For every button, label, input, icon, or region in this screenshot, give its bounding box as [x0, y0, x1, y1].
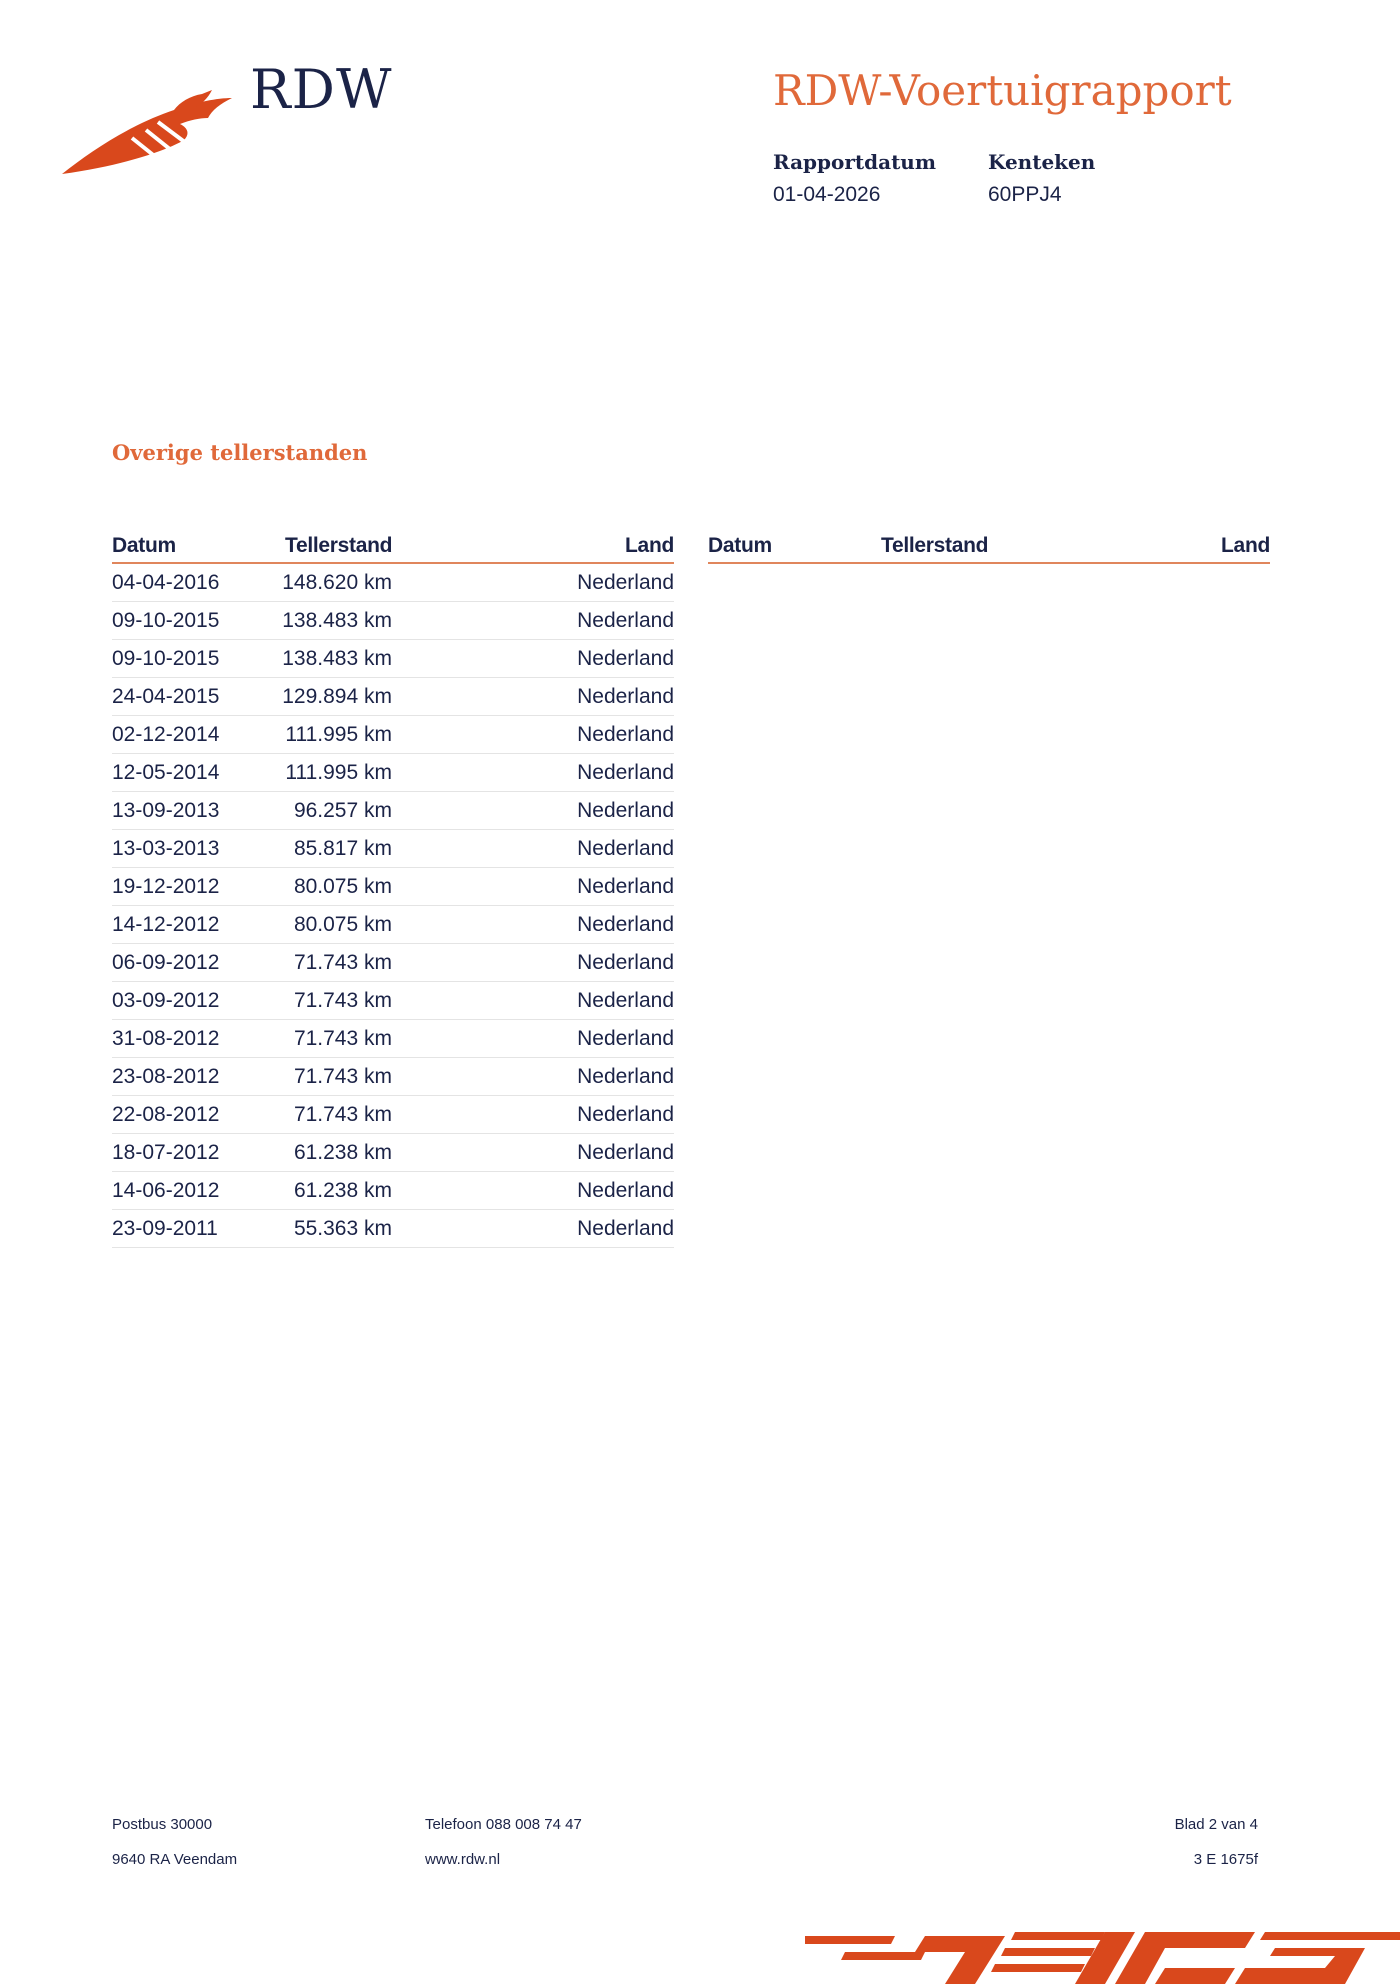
table-row — [112, 944, 674, 982]
table-row — [112, 906, 674, 944]
cell-country: Nederland — [577, 609, 674, 632]
cell-odometer: 96.257 km — [293, 799, 392, 822]
column-header-odometer: Tellerstand — [285, 534, 393, 557]
table-header — [708, 534, 1270, 564]
table-row — [112, 830, 674, 868]
column-header-country: Land — [625, 534, 674, 557]
cell-date: 23-08-2012 — [112, 1065, 220, 1088]
plate-value: 60PPJ4 — [988, 183, 1062, 206]
cell-odometer: 71.743 km — [293, 1065, 392, 1088]
section-title: Overige tellerstanden — [112, 440, 368, 465]
cell-country: Nederland — [577, 571, 674, 594]
table-row — [112, 1058, 674, 1096]
table-row — [112, 716, 674, 754]
cell-odometer: 111.995 km — [285, 723, 392, 746]
odometer-table-left — [112, 534, 674, 1248]
cell-odometer: 80.075 km — [293, 913, 392, 936]
cell-odometer: 129.894 km — [282, 685, 392, 708]
report-date-value: 01-04-2026 — [773, 183, 881, 206]
cell-odometer: 138.483 km — [282, 609, 392, 632]
cell-country: Nederland — [577, 875, 674, 898]
cell-odometer: 61.238 km — [293, 1141, 392, 1164]
cell-country: Nederland — [577, 761, 674, 784]
cell-date: 02-12-2014 — [112, 723, 220, 746]
table-row — [112, 640, 674, 678]
cell-odometer: 148.620 km — [282, 571, 392, 594]
table-row — [112, 754, 674, 792]
cell-date: 31-08-2012 — [112, 1027, 220, 1050]
cell-country: Nederland — [577, 647, 674, 670]
cell-date: 14-06-2012 — [112, 1179, 220, 1202]
cell-odometer: 71.743 km — [293, 1027, 392, 1050]
cell-date: 14-12-2012 — [112, 913, 220, 936]
footer-address-line1: Postbus 30000 — [112, 1816, 213, 1833]
cell-odometer: 61.238 km — [293, 1179, 392, 1202]
cell-country: Nederland — [577, 989, 674, 1012]
cell-date: 18-07-2012 — [112, 1141, 220, 1164]
report-title: RDW-Voertuigrapport — [773, 66, 1232, 115]
rdw-logo-text: RDW — [250, 58, 393, 121]
cell-date: 03-09-2012 — [112, 989, 220, 1012]
table-row — [112, 1020, 674, 1058]
cell-date: 22-08-2012 — [112, 1103, 220, 1126]
footer-page-number: Blad 2 van 4 — [1174, 1816, 1258, 1833]
cell-date: 19-12-2012 — [112, 875, 220, 898]
table-row — [112, 602, 674, 640]
footer-document-code: 3 E 1675f — [1193, 1851, 1258, 1868]
cell-country: Nederland — [577, 1065, 674, 1088]
odometer-table-right — [708, 534, 1270, 564]
table-row — [112, 1172, 674, 1210]
column-header-country: Land — [1221, 534, 1270, 557]
cell-date: 09-10-2015 — [112, 647, 220, 670]
table-row — [112, 1210, 674, 1248]
table-row — [112, 982, 674, 1020]
decorative-stripes-icon — [805, 1928, 1400, 1984]
cell-country: Nederland — [577, 1217, 674, 1240]
table-row — [112, 1096, 674, 1134]
cell-odometer: 111.995 km — [285, 761, 392, 784]
table-row — [112, 564, 674, 602]
cell-odometer: 138.483 km — [282, 647, 392, 670]
footer-website[interactable]: www.rdw.nl — [425, 1851, 501, 1868]
column-header-date: Datum — [708, 534, 772, 557]
cell-country: Nederland — [577, 1027, 674, 1050]
cell-country: Nederland — [577, 723, 674, 746]
cell-country: Nederland — [577, 1141, 674, 1164]
cell-date: 23-09-2011 — [112, 1217, 218, 1240]
cell-country: Nederland — [577, 1179, 674, 1202]
cell-date: 12-05-2014 — [112, 761, 220, 784]
table-row — [112, 792, 674, 830]
cell-odometer: 85.817 km — [293, 837, 392, 860]
table-header — [112, 534, 674, 564]
cell-country: Nederland — [577, 1103, 674, 1126]
cell-date: 04-04-2016 — [112, 571, 220, 594]
cell-odometer: 80.075 km — [293, 875, 392, 898]
table-body — [112, 564, 674, 1248]
cell-country: Nederland — [577, 913, 674, 936]
cell-odometer: 71.743 km — [293, 989, 392, 1012]
column-header-odometer: Tellerstand — [881, 534, 989, 557]
report-date-label: Rapportdatum — [773, 150, 937, 174]
table-row — [112, 678, 674, 716]
cell-odometer: 71.743 km — [293, 1103, 392, 1126]
column-header-date: Datum — [112, 534, 176, 557]
cell-odometer: 55.363 km — [293, 1217, 392, 1240]
cell-date: 24-04-2015 — [112, 685, 220, 708]
footer-phone: Telefoon 088 008 74 47 — [425, 1816, 582, 1833]
cell-odometer: 71.743 km — [293, 951, 392, 974]
cell-country: Nederland — [577, 799, 674, 822]
footer-address-line2: 9640 RA Veendam — [112, 1851, 238, 1868]
cell-country: Nederland — [577, 951, 674, 974]
cell-date: 13-03-2013 — [112, 837, 220, 860]
cell-date: 09-10-2015 — [112, 609, 220, 632]
table-row — [112, 868, 674, 906]
cell-date: 13-09-2013 — [112, 799, 220, 822]
plate-label: Kenteken — [988, 150, 1096, 174]
cell-country: Nederland — [577, 837, 674, 860]
table-row — [112, 1134, 674, 1172]
rdw-logo-icon — [62, 88, 232, 180]
cell-date: 06-09-2012 — [112, 951, 220, 974]
cell-country: Nederland — [577, 685, 674, 708]
